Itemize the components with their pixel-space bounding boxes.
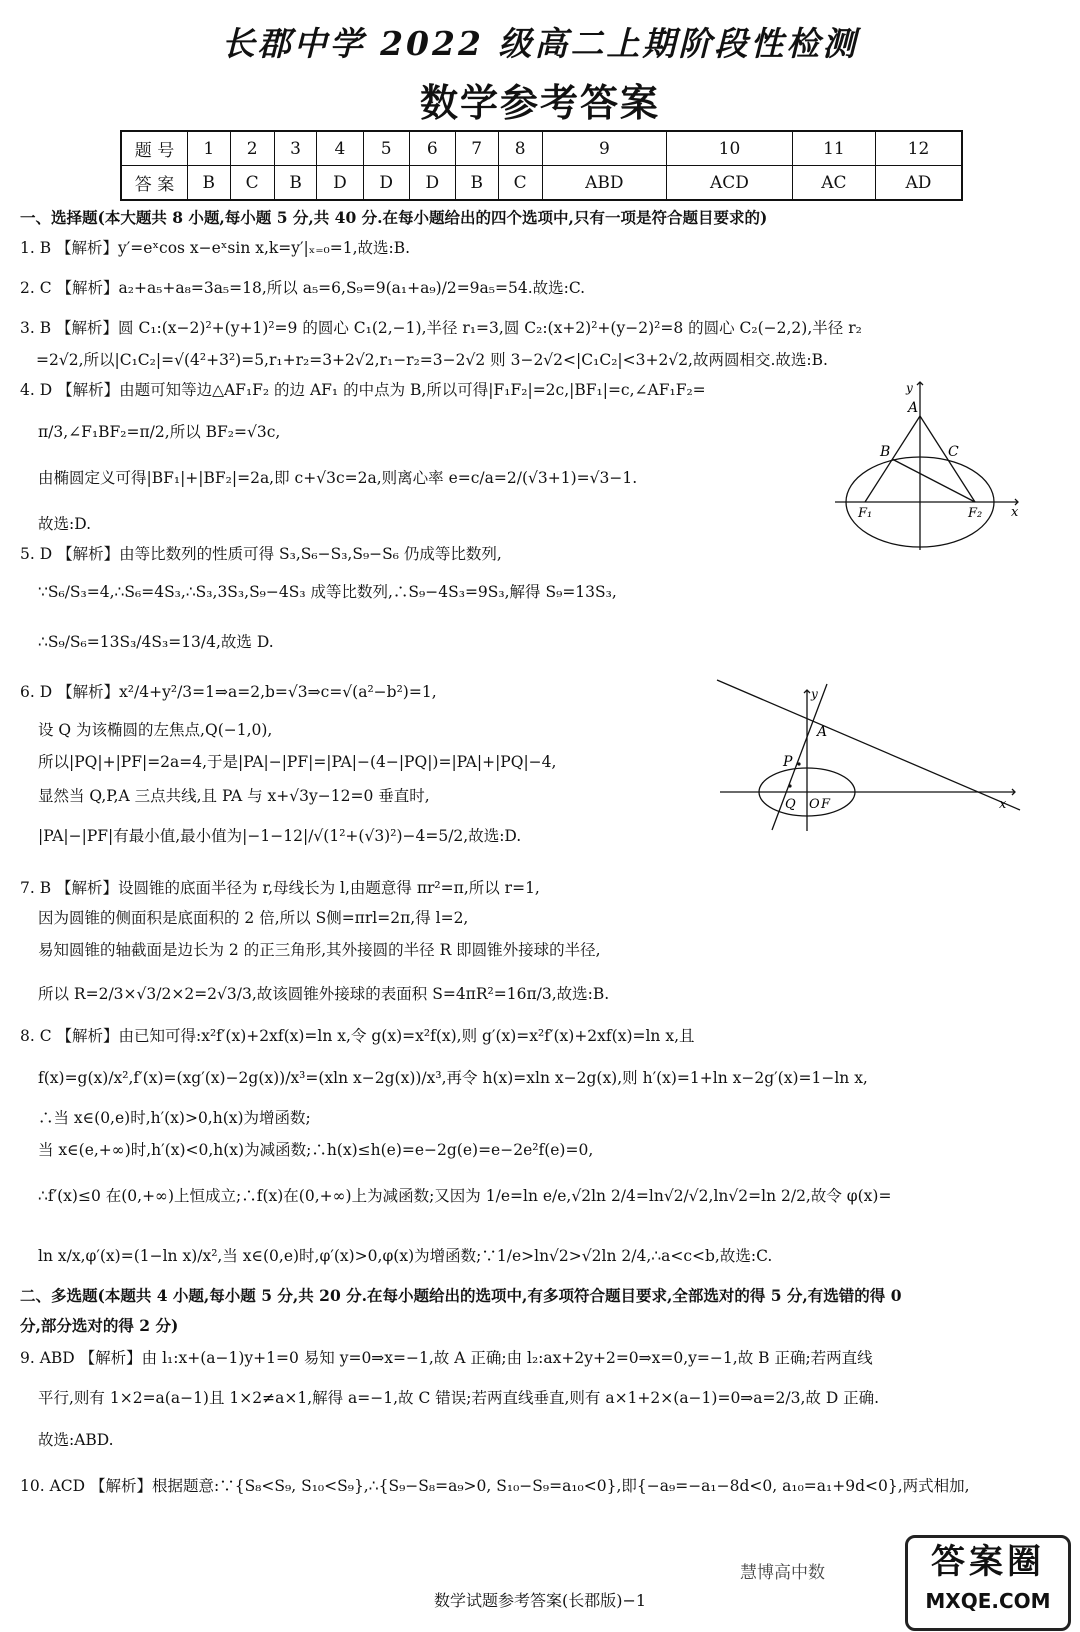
section-heading-multi-choice-cont: 分,部分选对的得 2 分) [20, 1316, 179, 1335]
figure2-y-label: y [811, 687, 818, 701]
answer-table-header-answer: 答 案 [121, 166, 188, 201]
answer-table-header-number: 题 号 [121, 131, 188, 166]
section-heading-multi-choice: 二、多选题(本题共 4 小题,每小题 5 分,共 20 分.在每小题给出的选项中,有多项符合题目要求,全部选对的得 5 分,有选错的得 0 [20, 1286, 902, 1305]
solution-line: ∴f′(x)≤0 在(0,+∞)上恒成立;∴f(x)在(0,+∞)上为减函数;又因为 1/e=ln e/e,√2ln 2/4=ln√2/√2,ln√2=ln 2/2,故令 φ(x)= [38, 1187, 892, 1205]
figure1-point-f1: F₁ [858, 506, 873, 521]
solution-line: 显然当 Q,P,A 三点共线,且 PA 与 x+√3y−12=0 垂直时, [38, 787, 430, 805]
question-number: 6 [409, 131, 455, 166]
solution-line: ∴S₉/S₆=13S₃/4S₃=13/4,故选 D. [38, 633, 274, 651]
answer-cell: D [409, 166, 455, 201]
answer-cell: B [455, 166, 498, 201]
watermark-logo-bottom: MXQE.COM [925, 1589, 1051, 1613]
solution-line: ∴当 x∈(0,e)时,h′(x)>0,h(x)为增函数; [38, 1109, 311, 1127]
solution-line: 10. ACD 【解析】根据题意:∵{S₈<S₉, S₁₀<S₉},∴{S₉−S₈=a₉>0, S₁₀−S₉=a₁₀<0},即{−a₉=−a₁−8d<0, a₁₀=a₁+9d<0},两式相加, [20, 1477, 970, 1495]
watermark-text: 慧博高中数 [740, 1563, 825, 1583]
watermark-logo [905, 1535, 1071, 1631]
solution-line: 平行,则有 1×2=a(a−1)且 1×2≠a×1,解得 a=−1,故 C 错误;若两直线垂直,则有 a×1+2×(a−1)=0⇒a=2/3,故 D 正确. [38, 1389, 880, 1407]
solution-line: =2√2,所以|C₁C₂|=√(4²+3²)=5,r₁+r₂=3+2√2,r₁−r₂=3−2√2 则 3−2√2<|C₁C₂|<3+2√2,故两圆相交.故选:B. [36, 351, 828, 369]
figure1-point-b: B [880, 444, 891, 460]
answer-table [120, 130, 963, 201]
answer-cell: C [498, 166, 542, 201]
answer-cell: D [363, 166, 409, 201]
watermark-logo-top: 答案圈 [931, 1542, 1045, 1582]
solution-line: 9. ABD 【解析】由 l₁:x+(a−1)y+1=0 易知 y=0⇒x=−1,故 A 正确;由 l₂:ax+2y+2=0⇒x=0,y=−1,故 B 正确;若两直线 [20, 1349, 873, 1367]
solution-line: 易知圆锥的轴截面是边长为 2 的正三角形,其外接圆的半径 R 即圆锥外接球的半径, [38, 941, 601, 959]
figure1-y-label: y [906, 381, 913, 395]
answer-cell: D [317, 166, 363, 201]
solution-line: 当 x∈(e,+∞)时,h′(x)<0,h(x)为减函数;∴h(x)≤h(e)=e−2g(e)=e−2e²f(e)=0, [38, 1141, 594, 1159]
solution-line: 设 Q 为该椭圆的左焦点,Q(−1,0), [38, 721, 273, 739]
question-number: 12 [875, 131, 962, 166]
question-number: 9 [542, 131, 666, 166]
solution-line: |PA|−|PF|有最小值,最小值为|−1−12|/√(1²+(√3)²)−4=5/2,故选:D. [38, 827, 522, 845]
solution-line: 所以|PQ|+|PF|=2a=4,于是|PA|−|PF|=|PA|−(4−|PQ|)=|PA|+|PQ|−4, [38, 753, 557, 771]
figure2-point-q: Q [785, 797, 796, 812]
figure1-point-a: A [908, 400, 919, 416]
answer-cell: C [230, 166, 274, 201]
document-subtitle: 数学参考答案 [419, 80, 660, 125]
solution-line: 8. C 【解析】由已知可得:x²f′(x)+2xf(x)=ln x,令 g(x)=x²f(x),则 g′(x)=x²f′(x)+2xf(x)=ln x,且 [20, 1027, 695, 1045]
question-number: 1 [188, 131, 231, 166]
question-number: 7 [455, 131, 498, 166]
solution-line: π/3,∠F₁BF₂=π/2,所以 BF₂=√3c, [38, 423, 281, 441]
document-title: 长郡中学 2022 级高二上期阶段性检测 [221, 24, 859, 63]
figure2-point-p: P [783, 754, 793, 770]
solution-line: 故选:D. [38, 515, 92, 533]
solution-line: 因为圆锥的侧面积是底面积的 2 倍,所以 S侧=πrl=2π,得 l=2, [38, 909, 469, 927]
figure1-point-f2: F₂ [968, 506, 983, 521]
question-number: 10 [667, 131, 793, 166]
question-number: 8 [498, 131, 542, 166]
figure2-point-o: O [809, 797, 820, 812]
solution-line: 3. B 【解析】圆 C₁:(x−2)²+(y+1)²=9 的圆心 C₁(2,−1),半径 r₁=3,圆 C₂:(x+2)²+(y−2)²=8 的圆心 C₂(−2,2),半径 r₂ [20, 319, 862, 337]
solution-line: f(x)=g(x)/x²,f′(x)=(xg′(x)−2g(x))/x³=(xln x−2g(x))/x³,再令 h(x)=xln x−2g(x),则 h′(x)=1+ln x−2g′(x)=1−ln x, [38, 1069, 868, 1087]
question-number: 11 [792, 131, 875, 166]
figure2-x-label: x [999, 797, 1007, 812]
question-number: 4 [317, 131, 363, 166]
solution-line: ∵S₆/S₃=4,∴S₆=4S₃,∴S₃,3S₃,S₉−4S₃ 成等比数列,∴S₉−4S₃=9S₃,解得 S₉=13S₃, [38, 583, 617, 601]
solution-line: 1. B 【解析】y′=eˣcos x−eˣsin x,k=y′|ₓ₌₀=1,故选:B. [20, 239, 411, 257]
page-footer: 数学试题参考答案(长郡版)−1 [433, 1591, 647, 1610]
solution-line: 故选:ABD. [38, 1431, 114, 1449]
answer-cell: ABD [542, 166, 666, 201]
section-heading-single-choice: 一、选择题(本大题共 8 小题,每小题 5 分,共 40 分.在每小题给出的四个选项中,只有一项是符合题目要求的) [20, 208, 768, 227]
answer-table-row-answers [121, 166, 962, 201]
question-number: 3 [274, 131, 317, 166]
answer-table-row-numbers [121, 131, 962, 166]
figure1-point-c: C [948, 444, 959, 460]
solution-line: ln x/x,φ′(x)=(1−ln x)/x²,当 x∈(0,e)时,φ′(x)>0,φ(x)为增函数;∵1/e>ln√2>√2ln 2/4,∴a<c<b,故选:C. [38, 1247, 773, 1265]
figure2-point-f: F [821, 797, 831, 812]
figure1-x-label: x [1011, 505, 1019, 520]
question-number: 5 [363, 131, 409, 166]
ellipse-triangle-figure [830, 372, 1030, 552]
solution-line: 7. B 【解析】设圆锥的底面半径为 r,母线长为 l,由题意得 πr²=π,所以 r=1, [20, 879, 540, 897]
ellipse-line-figure [715, 676, 1025, 836]
answer-cell: AC [792, 166, 875, 201]
answer-cell: B [188, 166, 231, 201]
solution-line: 由椭圆定义可得|BF₁|+|BF₂|=2a,即 c+√3c=2a,则离心率 e=c/a=2/(√3+1)=√3−1. [38, 469, 638, 487]
answer-cell: B [274, 166, 317, 201]
figure2-point-a: A [817, 724, 828, 740]
answer-cell: AD [875, 166, 962, 201]
question-number: 2 [230, 131, 274, 166]
solution-line: 5. D 【解析】由等比数列的性质可得 S₃,S₆−S₃,S₉−S₆ 仍成等比数列, [20, 545, 502, 563]
solution-line: 4. D 【解析】由题可知等边△AF₁F₂ 的边 AF₁ 的中点为 B,所以可得|F₁F₂|=2c,|BF₁|=c,∠AF₁F₂= [20, 381, 706, 399]
solution-line: 所以 R=2/3×√3/2×2=2√3/3,故该圆锥外接球的表面积 S=4πR²=16π/3,故选:B. [38, 985, 610, 1003]
line-l [717, 680, 1020, 810]
answer-cell: ACD [667, 166, 793, 201]
solution-line: 2. C 【解析】a₂+a₅+a₈=3a₅=18,所以 a₅=6,S₉=9(a₁+a₉)/2=9a₅=54.故选:C. [20, 279, 586, 297]
solution-line: 6. D 【解析】x²/4+y²/3=1⇒a=2,b=√3⇒c=√(a²−b²)=1, [20, 683, 437, 701]
